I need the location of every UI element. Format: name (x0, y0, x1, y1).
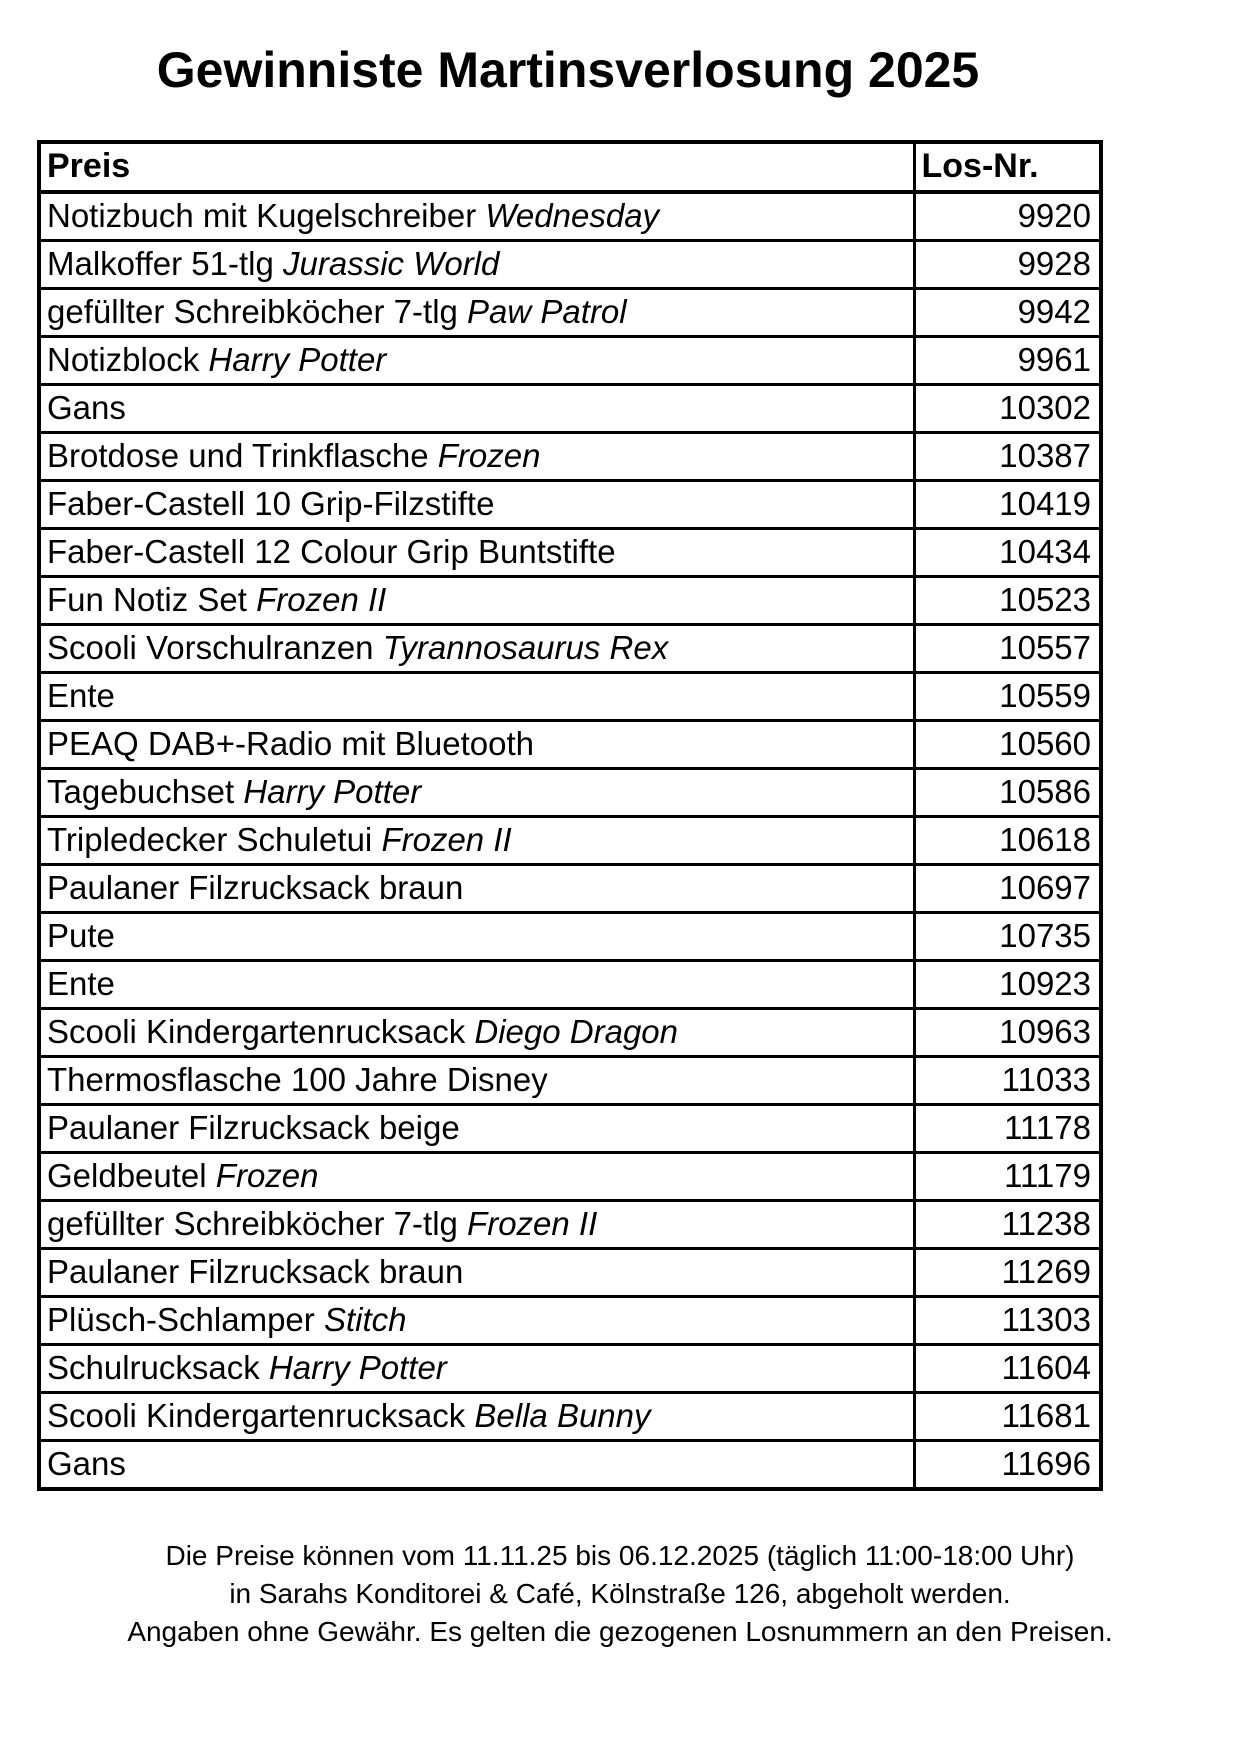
table-row (39, 1248, 1101, 1296)
prize-brand-label: Bella Bunny (474, 1397, 651, 1434)
prize-label: Paulaner Filzrucksack beige (47, 1109, 460, 1146)
prize-brand-label: Harry Potter (243, 773, 422, 810)
prize-cell (39, 336, 914, 384)
prize-cell (39, 384, 914, 432)
los-nr-cell: 10618 (914, 816, 1101, 864)
table-row (39, 1296, 1101, 1344)
prize-cell (39, 288, 914, 336)
prize-cell (39, 672, 914, 720)
los-nr-cell: 10923 (914, 960, 1101, 1008)
table-row (39, 240, 1101, 288)
prize-cell (39, 1152, 914, 1200)
los-nr-cell: 9928 (914, 240, 1101, 288)
los-nr-cell: 10387 (914, 432, 1101, 480)
prize-label: Scooli Kindergartenrucksack (47, 1013, 466, 1050)
table-row (39, 1056, 1101, 1104)
prize-label: Scooli Kindergartenrucksack (47, 1397, 466, 1434)
los-nr-cell: 11178 (914, 1104, 1101, 1152)
los-nr-cell: 10586 (914, 768, 1101, 816)
prize-brand-label: Harry Potter (208, 341, 387, 378)
los-nr-cell: 11033 (914, 1056, 1101, 1104)
prize-brand-label: Stitch (323, 1301, 407, 1338)
los-nr-cell: 11681 (914, 1392, 1101, 1440)
prize-cell (39, 624, 914, 672)
prize-brand-label: Frozen (437, 437, 541, 474)
prize-label: Plüsch-Schlamper (47, 1301, 315, 1338)
prize-label: Gans (47, 389, 126, 426)
prize-label: Tagebuchset (47, 773, 235, 810)
prize-cell (39, 1104, 914, 1152)
prize-cell (39, 192, 914, 241)
prize-cell (39, 1056, 914, 1104)
los-nr-cell: 10557 (914, 624, 1101, 672)
los-nr-cell: 10963 (914, 1008, 1101, 1056)
prize-cell (39, 528, 914, 576)
table-row (39, 1200, 1101, 1248)
los-nr-cell: 11238 (914, 1200, 1101, 1248)
prize-cell (39, 816, 914, 864)
table-row (39, 1008, 1101, 1056)
prize-cell (39, 720, 914, 768)
table-row (39, 432, 1101, 480)
prize-label: Tripledecker Schuletui (47, 821, 373, 858)
table-row (39, 768, 1101, 816)
los-nr-cell: 11179 (914, 1152, 1101, 1200)
prize-label: Paulaner Filzrucksack braun (47, 869, 464, 906)
los-nr-cell: 11696 (914, 1440, 1101, 1489)
prize-cell (39, 1248, 914, 1296)
footer-note (0, 1537, 1240, 1651)
los-nr-cell: 9942 (914, 288, 1101, 336)
los-nr-cell: 10523 (914, 576, 1101, 624)
footer-line-pickup-location: in Sarahs Konditorei & Café, Kölnstraße 126, abgeholt werden. (229, 1577, 1011, 1609)
footer-line-pickup-dates: Die Preise können vom 11.11.25 bis 06.12.2025 (täglich 11:00-18:00 Uhr) (165, 1539, 1075, 1571)
table-row (39, 1152, 1101, 1200)
prize-label: Geldbeutel (47, 1157, 207, 1194)
prize-cell (39, 1344, 914, 1392)
prize-label: PEAQ DAB+-Radio mit Bluetooth (47, 725, 534, 762)
prize-label: Gans (47, 1445, 126, 1482)
table-row (39, 960, 1101, 1008)
table-row (39, 1344, 1101, 1392)
table-header-row (39, 142, 1101, 192)
prize-label: Scooli Vorschulranzen (47, 629, 374, 666)
table-row (39, 720, 1101, 768)
los-nr-cell: 11604 (914, 1344, 1101, 1392)
table-row (39, 384, 1101, 432)
prize-brand-label: Wednesday (485, 197, 660, 234)
prize-brand-label: Frozen (215, 1157, 319, 1194)
prize-cell (39, 432, 914, 480)
prize-cell (39, 960, 914, 1008)
prize-label: Malkoffer 51-tlg (47, 245, 274, 282)
table-row (39, 1104, 1101, 1152)
prize-cell (39, 576, 914, 624)
footer-line-disclaimer: Angaben ohne Gewähr. Es gelten die gezogenen Losnummern an den Preisen. (127, 1615, 1113, 1647)
prize-cell (39, 912, 914, 960)
table-row (39, 1440, 1101, 1489)
prize-brand-label: Frozen II (256, 581, 387, 618)
table-row (39, 816, 1101, 864)
column-header-preis: Preis (39, 142, 914, 192)
los-nr-cell: 10560 (914, 720, 1101, 768)
prize-label: Notizblock (47, 341, 200, 378)
los-nr-cell: 11269 (914, 1248, 1101, 1296)
los-nr-cell: 10419 (914, 480, 1101, 528)
table-row (39, 192, 1101, 241)
prize-label: Fun Notiz Set (47, 581, 247, 618)
prize-label: Notizbuch mit Kugelschreiber (47, 197, 477, 234)
prize-cell (39, 864, 914, 912)
prize-brand-label: Jurassic World (283, 245, 500, 282)
prize-brand-label: Paw Patrol (467, 293, 627, 330)
prize-label: Pute (47, 917, 115, 954)
document-page (37, 0, 1113, 1651)
table-row (39, 336, 1101, 384)
prize-cell (39, 1440, 914, 1489)
prize-label: Paulaner Filzrucksack braun (47, 1253, 464, 1290)
prize-brand-label: Diego Dragon (474, 1013, 679, 1050)
los-nr-cell: 11303 (914, 1296, 1101, 1344)
prize-cell (39, 768, 914, 816)
prize-label: gefüllter Schreibköcher 7-tlg (47, 293, 458, 330)
prize-label: Faber-Castell 12 Colour Grip Buntstifte (47, 533, 616, 570)
los-nr-cell: 9961 (914, 336, 1101, 384)
prize-cell (39, 1008, 914, 1056)
prize-cell (39, 480, 914, 528)
prize-brand-label: Harry Potter (268, 1349, 447, 1386)
table-row (39, 480, 1101, 528)
prize-brand-label: Frozen II (381, 821, 512, 858)
page-title: Gewinniste Martinsverlosung 2025 (156, 42, 980, 98)
table-row (39, 672, 1101, 720)
table-row (39, 864, 1101, 912)
prize-label: Thermosflasche 100 Jahre Disney (47, 1061, 548, 1098)
column-header-los-nr: Los-Nr. (914, 142, 1101, 192)
los-nr-cell: 10735 (914, 912, 1101, 960)
table-row (39, 528, 1101, 576)
prize-label: Schulrucksack (47, 1349, 260, 1386)
prize-cell (39, 240, 914, 288)
prize-label: Brotdose und Trinkflasche (47, 437, 429, 474)
prize-label: Ente (47, 965, 115, 1002)
los-nr-cell: 10697 (914, 864, 1101, 912)
table-row (39, 912, 1101, 960)
prize-label: Ente (47, 677, 115, 714)
los-nr-cell: 10559 (914, 672, 1101, 720)
prize-brand-label: Frozen II (467, 1205, 598, 1242)
prize-cell (39, 1392, 914, 1440)
prize-label: gefüllter Schreibköcher 7-tlg (47, 1205, 458, 1242)
prize-table (37, 140, 1103, 1491)
prize-cell (39, 1200, 914, 1248)
los-nr-cell: 9920 (914, 192, 1101, 241)
los-nr-cell: 10434 (914, 528, 1101, 576)
prize-cell (39, 1296, 914, 1344)
table-row (39, 288, 1101, 336)
los-nr-cell: 10302 (914, 384, 1101, 432)
prize-brand-label: Tyrannosaurus Rex (382, 629, 669, 666)
table-row (39, 1392, 1101, 1440)
table-row (39, 624, 1101, 672)
prize-label: Faber-Castell 10 Grip-Filzstifte (47, 485, 495, 522)
table-row (39, 576, 1101, 624)
